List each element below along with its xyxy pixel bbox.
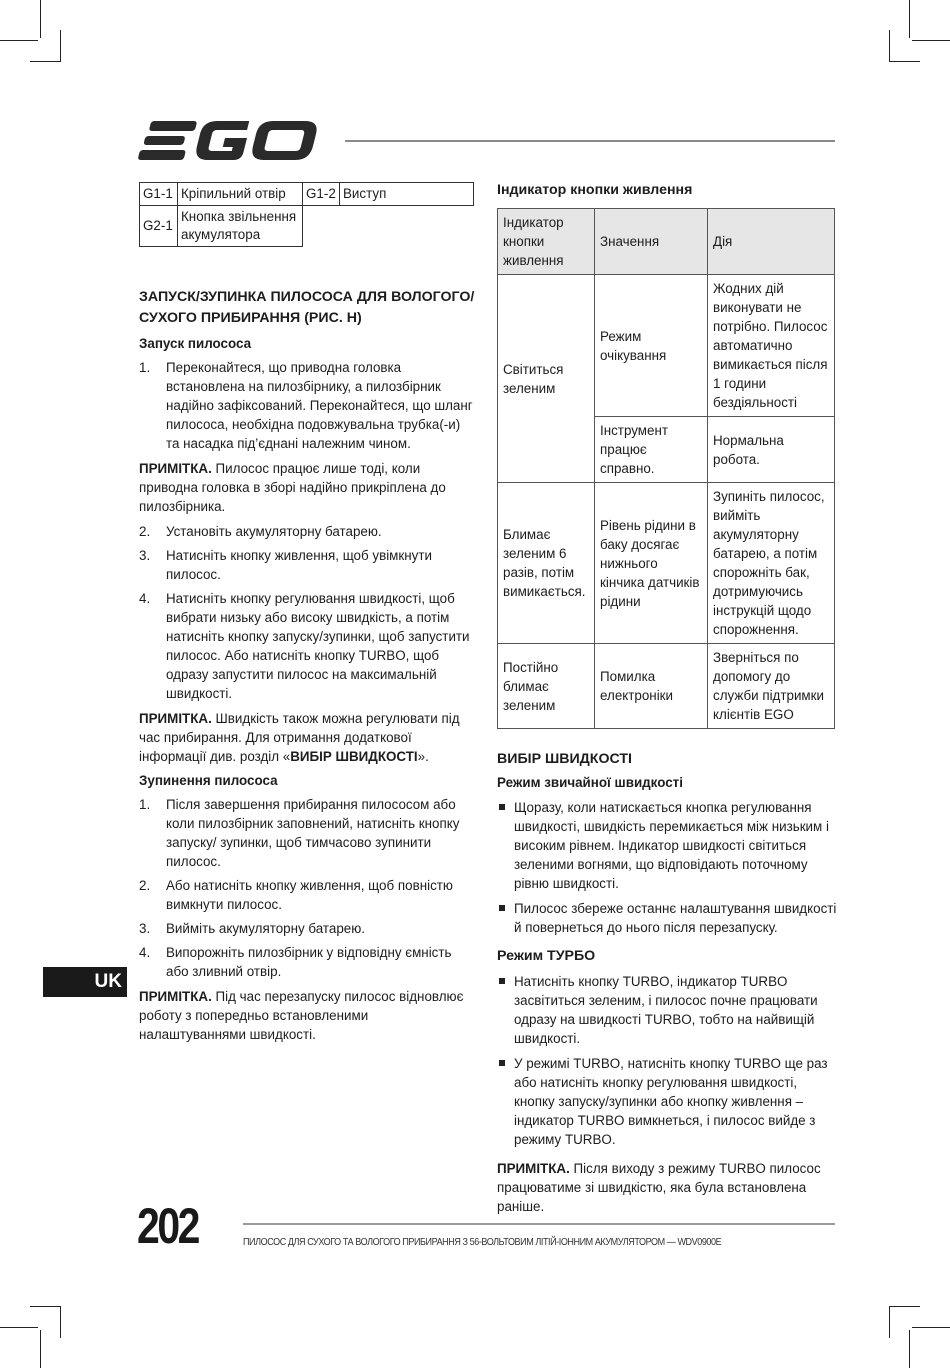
crop-mark	[889, 1306, 920, 1307]
legend-label: Кріпильний отвір	[178, 183, 303, 206]
bullet-item	[497, 972, 837, 1048]
table-header: Дія	[708, 209, 835, 275]
crop-mark	[909, 1330, 910, 1368]
bullet-item	[497, 798, 837, 893]
note-text: Під час перезапуску пилосос відновлює роботу з попередньо встановленими налаштуваннями швидкості.	[139, 989, 464, 1042]
list-item-text: Після завершення прибирання пилососом або коли пилозбірник заповнений, натисніть кнопку запуску/ зупинки, щоб тимчасово зупинити пилосос.	[166, 797, 460, 869]
table-cell: Постійно блимає зеленим	[498, 644, 595, 729]
list-item-text: Натисніть кнопку живлення, щоб увімкнути пилосос.	[166, 548, 432, 582]
crop-mark	[912, 1327, 950, 1328]
section-title: ВИБІР ШВИДКОСТІ	[497, 751, 632, 767]
table-cell: Зупиніть пилосос, вийміть акумуляторну батарею, а потім спорожніть бак, дотримуючись інструкцій щодо спорожнення.	[708, 483, 835, 644]
bullet-text: Щоразу, коли натискається кнопка регулювання швидкості, швидкість перемикається між низьким і високим рівнем. Індикатор швидкості світиться зеленими вогнями, що відповідають поточному рівню швидкості.	[514, 800, 829, 891]
ego-logo	[138, 118, 328, 164]
list-item: 3. Натисніть кнопку живлення, щоб увімкнути пилосос.	[139, 548, 432, 582]
table-row	[140, 206, 474, 247]
list-item: 4. Випорожніть пилозбірник у відповідну ємність або зливний отвір.	[139, 945, 452, 979]
list-item: 1. Переконайтеся, що приводна головка встановлена на пилозбірнику, а пилозбірник надійно зафіксований. Переконайтеся, що шланг пилососа, необхідна подовжувальна трубка(-и) та насадка під’єднані належним чином.	[139, 360, 473, 451]
table-row	[140, 183, 474, 206]
list-item-text: Переконайтеся, що приводна головка встановлена на пилозбірнику, а пилозбірник надійно зафіксований. Переконайтеся, що шланг пилососа, необхідна подовжувальна трубка(-и) та насадка під’єднані належним чином.	[166, 360, 473, 451]
empty-cell	[303, 206, 474, 247]
legend-label: Кнопка звільнення акумулятора	[178, 206, 303, 247]
crop-mark	[60, 1306, 61, 1338]
table-header: Індикатор кнопки живлення	[498, 209, 595, 275]
table-cell: Жодних дій виконувати не потрібно. Пилосос автоматично вимикається після 1 години бездіяльності	[708, 275, 835, 417]
crop-mark	[912, 40, 950, 41]
table-cell: Світиться зеленим	[498, 275, 595, 483]
table-cell: Помилка електроніки	[595, 644, 708, 729]
list-item: 2. Установіть акумуляторну батарею.	[139, 524, 382, 539]
list-item: 4. Натисніть кнопку регулювання швидкості, щоб вибрати низьку або високу швидкість, а потім натисніть кнопку запуску/зупинки, щоб запустити пилосос. Або натисніть кнопку TURBO, щоб одразу запустити пилосос на максимальній швидкості.	[139, 591, 470, 701]
section-title: ЗАПУСК/ЗУПИНКА ПИЛОСОСА ДЛЯ ВОЛОГОГО/ СУХОГО ПРИБИРАННЯ (РИС. H)	[139, 289, 475, 326]
crop-mark	[0, 40, 38, 41]
subheading-stop: Зупинення пилососа	[139, 773, 278, 788]
legend-table	[139, 182, 474, 247]
language-tab	[43, 967, 127, 997]
list-item-text: Випорожніть пилозбірник у відповідну ємність або зливний отвір.	[166, 945, 452, 979]
table-header: Значення	[595, 209, 708, 275]
note: ПРИМІТКА. Швидкість також можна регулювати під час прибирання. Для отримання додаткової інформації див. розділ «ВИБІР ШВИДКОСТІ».	[139, 711, 460, 764]
crop-mark	[40, 0, 41, 38]
note	[139, 987, 476, 1044]
list-item: 2. Або натисніть кнопку живлення, щоб повністю вимкнути пилосос.	[139, 878, 453, 912]
crop-mark	[909, 0, 910, 38]
table-cell: Нормальна робота.	[708, 417, 835, 483]
list-item-text: Вийміть акумуляторну батарею.	[166, 921, 366, 936]
crop-mark	[30, 61, 61, 62]
table-header-row	[498, 209, 835, 275]
header-rule	[345, 140, 835, 142]
list-item: 1. Після завершення прибирання пилососом або коли пилозбірник заповнений, натисніть кнопку запуску/ зупинки, щоб тимчасово зупинити пилосос.	[139, 797, 460, 869]
bullet-item	[497, 1054, 837, 1149]
indicator-table	[497, 208, 835, 729]
list-item-text: Натисніть кнопку регулювання швидкості, щоб вибрати низьку або високу швидкість, а потім натисніть кнопку запуску/зупинки, щоб запустити пилосос. Або натисніть кнопку TURBO, щоб одразу запустити пилосос на максимальній швидкості.	[166, 591, 470, 701]
crop-mark	[889, 1306, 890, 1338]
list-item: 3. Вийміть акумуляторну батарею.	[139, 921, 366, 936]
table-row	[498, 275, 835, 417]
left-column	[139, 287, 476, 1044]
bullet-icon	[499, 978, 505, 984]
subheading-turbo: Режим ТУРБО	[497, 948, 596, 964]
bullet-icon	[499, 804, 505, 810]
bullet-text: У режимі TURBO, натисніть кнопку TURBO ще раз або натисніть кнопку регулювання швидкості, кнопку запуску/зупинки або кнопку живлення – індикатор TURBO вимкнеться, і пилосос вийде з режиму TURBO.	[514, 1056, 828, 1147]
crop-mark	[30, 1306, 61, 1307]
crop-mark	[40, 1330, 41, 1368]
subheading-normal: Режим звичайної швидкості	[497, 775, 683, 790]
note	[139, 459, 476, 516]
bullet-text: Пилосос збереже останнє налаштування швидкості й повернеться до нього після перезапуску.	[514, 901, 837, 935]
note-label: ПРИМІТКА.	[497, 1161, 570, 1176]
legend-code: G1-2	[303, 183, 340, 206]
list-item-text: Або натисніть кнопку живлення, щоб повністю вимкнути пилосос.	[166, 878, 453, 912]
crop-mark	[889, 61, 920, 62]
table-cell: Режим очікування	[595, 275, 708, 417]
subheading-start: Запуск пилососа	[139, 336, 252, 351]
table-cell: Рівень рідини в баку досягає нижнього кінчика датчиків рідини	[595, 483, 708, 644]
bullet-icon	[499, 905, 505, 911]
note-label: ПРИМІТКА.	[139, 989, 212, 1004]
page-number: 202	[137, 1198, 199, 1254]
table-cell: Зверніться по допомогу до служби підтримки клієнтів EGO	[708, 644, 835, 729]
table-cell: Блимає зеленим 6 разів, потім вимикається.	[498, 483, 595, 644]
running-title: ПИЛОСОС ДЛЯ СУХОГО ТА ВОЛОГОГО ПРИБИРАННЯ З 56-ВОЛЬТОВИМ ЛІТІЙ-ІОННИМ АКУМУЛЯТОРОМ — WDV0900E	[243, 1236, 722, 1248]
language-tab-label: UK	[94, 971, 122, 992]
legend-label: Виступ	[340, 183, 474, 206]
table-row	[498, 644, 835, 729]
table-cell: Інструмент працює справно.	[595, 417, 708, 483]
footer-rule	[243, 1223, 835, 1225]
note-text: Після виходу з режиму TURBO пилосос працюватиме зі швидкістю, яка була встановлена раніше.	[497, 1161, 821, 1214]
note-text: Пилосос працює лише тоді, коли приводна головка в зборі надійно прикріплена до пилозбірника.	[139, 461, 446, 514]
bullet-item	[497, 899, 837, 937]
note-label: ПРИМІТКА.	[139, 711, 212, 726]
legend-code: G1-1	[140, 183, 178, 206]
crop-mark	[60, 30, 61, 62]
crop-mark	[889, 30, 890, 62]
right-column	[497, 181, 837, 1216]
bullet-icon	[499, 1060, 505, 1066]
note	[497, 1159, 837, 1216]
indicator-title: Індикатор кнопки живлення	[497, 182, 693, 198]
bullet-text: Натисніть кнопку TURBO, індикатор TURBO засвітиться зеленим, і пилосос почне працювати одразу на швидкості TURBO, тобто на найвищій швидкості.	[514, 974, 818, 1046]
crop-mark	[0, 1327, 38, 1328]
legend-code: G2-1	[140, 206, 178, 247]
note-label: ПРИМІТКА.	[139, 461, 212, 476]
list-item-text: Установіть акумуляторну батарею.	[166, 524, 382, 539]
table-row	[498, 483, 835, 644]
